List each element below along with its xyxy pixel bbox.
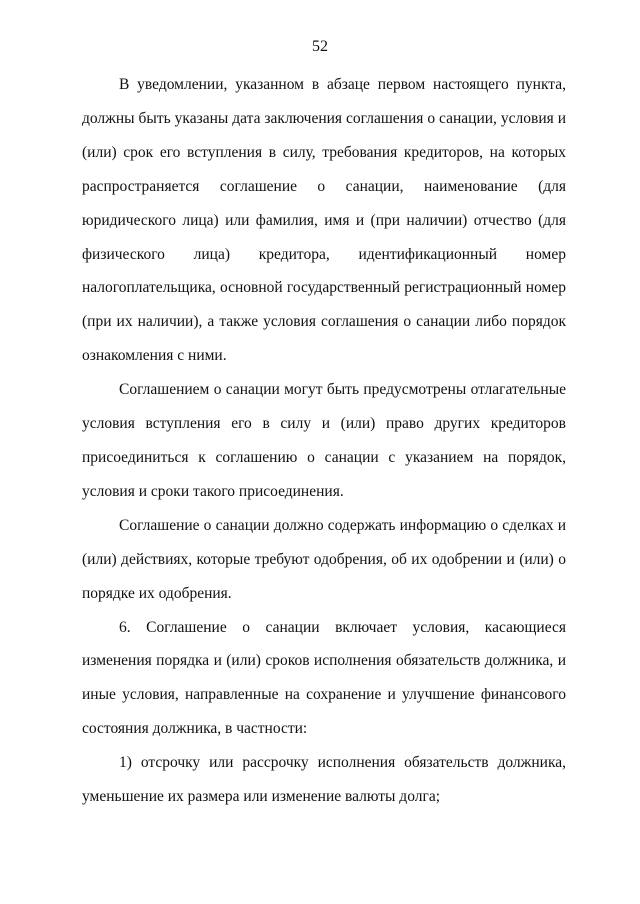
paragraph-subitem-1-deferral: 1) отсрочку или рассрочку исполнения обязательств должника, уменьшение их размера или изменение валюты долга; [82, 754, 566, 806]
paragraph-transactions-approval: Соглашение о санации должно содержать информацию о сделках и (или) действиях, которые требуют одобрения, об их одобрении и (или) о порядке их одобрения. [82, 516, 566, 602]
paragraph-notification-contents: В уведомлении, указанном в абзаце первом настоящего пункта, должны быть указаны дата заключения соглашения о санации, условия и (или) срок его вступления в силу, требования кредиторов, на которых распространяется соглашение о санации, наименование (для юридического лица) или фамилия, имя и (при наличии) отчество (для физического лица) кредитора, идентификационный номер налогоплательщика, основной государственный регистрационный номер (при их наличии), а также условия соглашения о санации либо порядок ознакомления с ними. [82, 76, 566, 365]
paragraph-suspensive-conditions: Соглашением о санации могут быть предусмотрены отлагательные условия вступления его в силу и (или) право других кредиторов присоединиться к соглашению о санации с указанием на порядок, условия и сроки такого присоединения. [82, 381, 566, 500]
document-body [82, 68, 566, 814]
page-number: 52 [312, 38, 328, 55]
paragraph-item-6-conditions: 6. Соглашение о санации включает условия, касающиеся изменения порядка и (или) сроков исполнения обязательств должника, и иные условия, направленные на сохранение и улучшение финансового состояния должника, в частности: [82, 618, 566, 738]
